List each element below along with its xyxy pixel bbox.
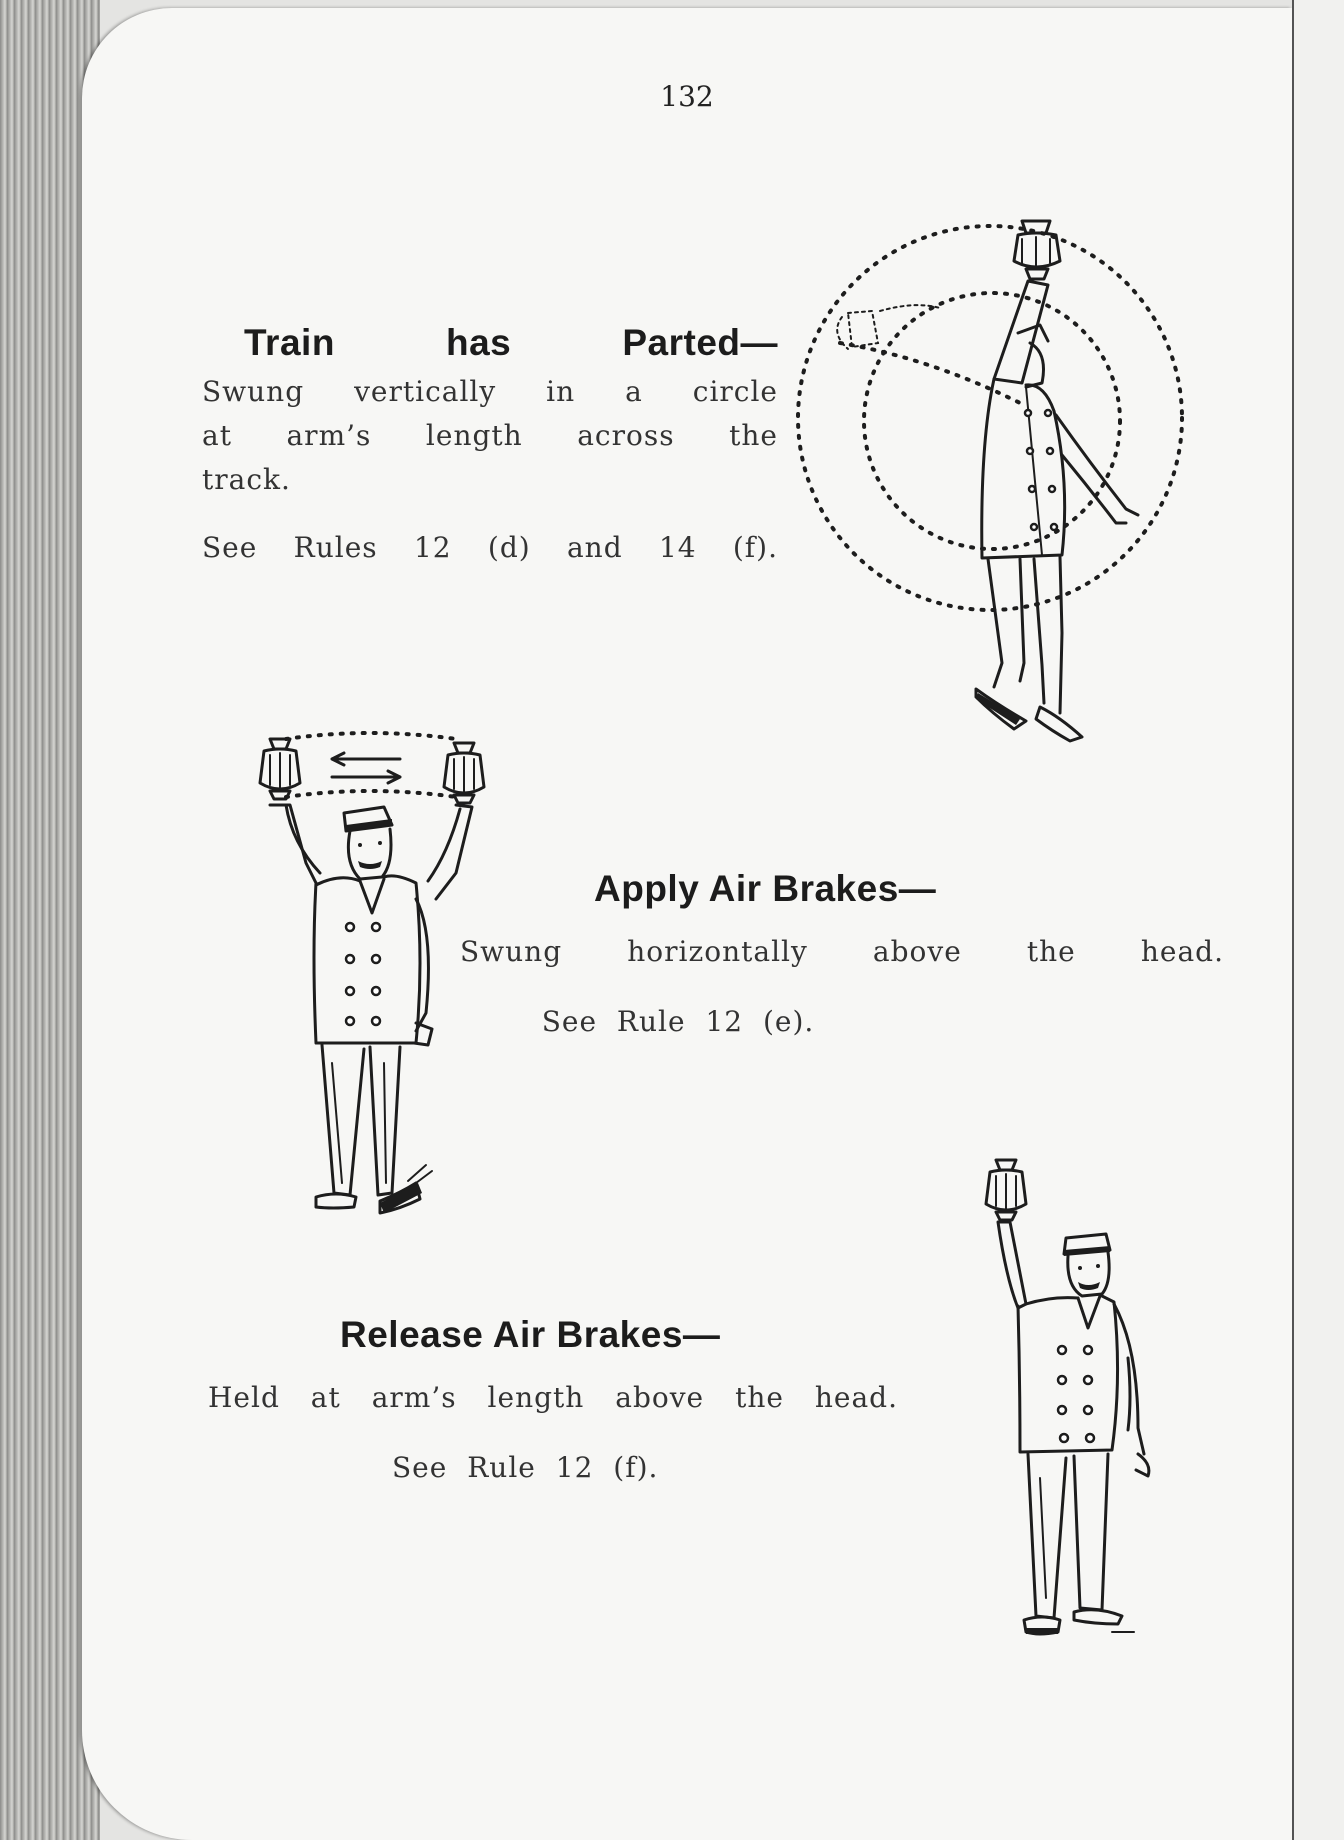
release-air-brakes-title: Release Air Brakes— [340,1314,721,1355]
apply-air-brakes-title: Apply Air Brakes— [594,868,937,909]
facing-page-edge [1292,0,1344,1840]
apply-air-brakes-description: Swung horizontally above the head. [460,935,1224,968]
train-parted-reference: See Rules 12 (d) and 14 (f). [202,531,778,564]
train-parted-description-line-2: at arm’s length across the [202,419,778,452]
release-air-brakes-description: Held at arm’s length above the head. [208,1381,898,1414]
apply-air-brakes-reference: See Rule 12 (e). [541,1005,815,1038]
page-number: 132 [660,80,714,113]
train-parted-description-line-1: Swung vertically in a circle [202,375,778,408]
lantern-held-above-head-figure [962,1158,1182,1658]
lantern-swung-vertically-figure [730,193,1230,753]
book-page [82,8,1292,1840]
train-parted-title: Train has Parted— [244,322,778,363]
train-parted-description-line-3: track. [202,463,291,496]
release-air-brakes-reference: See Rule 12 (f). [392,1451,659,1484]
